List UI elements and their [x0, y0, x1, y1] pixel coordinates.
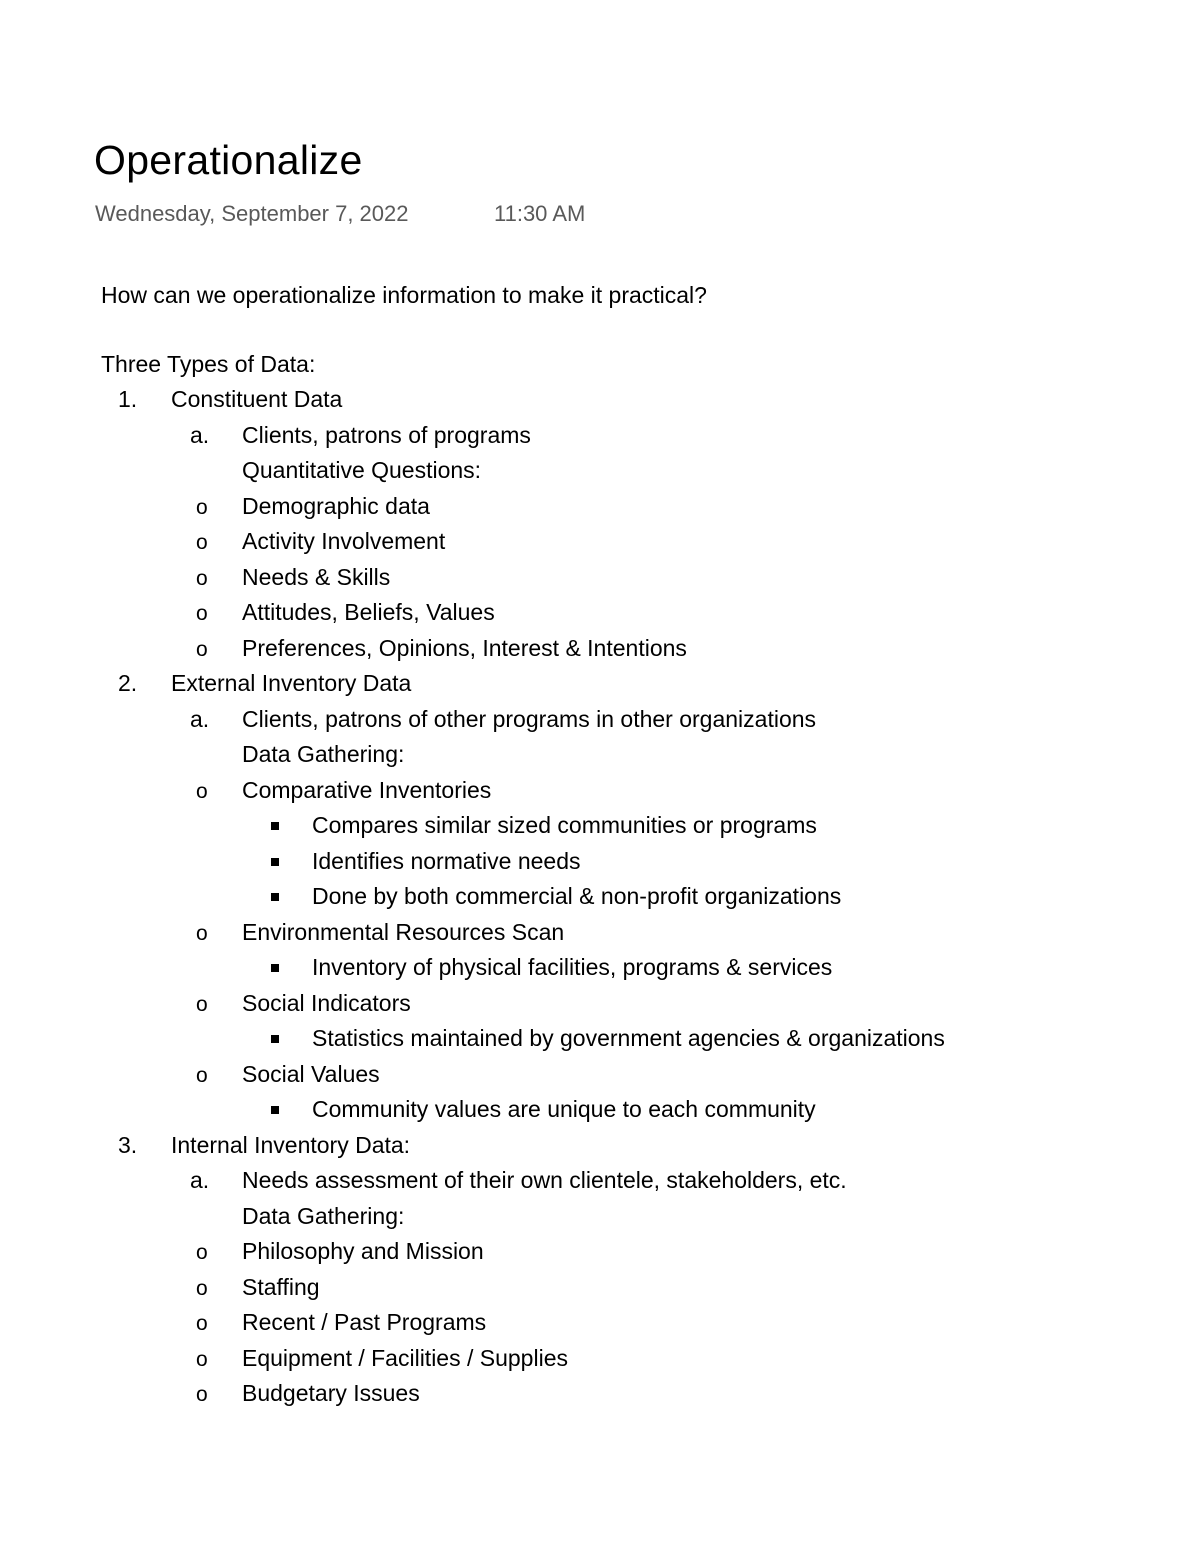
circle-bullet-icon: o: [196, 1383, 208, 1406]
outline-item: [0, 598, 1200, 634]
outline-item-text: Clients, patrons of other programs in other organizations: [242, 705, 817, 732]
outline-marker: a.: [190, 705, 210, 732]
outline-item-text: Demographic data: [242, 492, 430, 519]
circle-bullet-icon: o: [196, 637, 208, 661]
section-heading: Three Types of Data:: [101, 351, 316, 377]
square-bullet-icon: [271, 1106, 279, 1114]
circle-bullet-icon: o: [196, 1276, 208, 1300]
outline-item-text: Inventory of physical facilities, programs & services: [312, 954, 833, 980]
outline-item-text: Community values are unique to each community: [312, 1096, 816, 1122]
outline-marker: 1.: [118, 386, 138, 412]
square-bullet-icon: [271, 964, 279, 972]
outline-item-text: Clients, patrons of programs: [242, 421, 531, 448]
outline-item-text: Data Gathering:: [242, 1202, 405, 1229]
circle-bullet-icon: o: [196, 1063, 208, 1087]
outline-item: [0, 1131, 1200, 1167]
outline-item: [0, 1024, 1200, 1060]
outline-item: [0, 1308, 1200, 1344]
outline-marker: a.: [190, 421, 210, 448]
outline-item-text: Statistics maintained by government agencies & organizations: [312, 1025, 945, 1051]
page-title: Operationalize: [94, 137, 363, 183]
outline-item-text: Needs & Skills: [242, 563, 391, 590]
circle-bullet-icon: o: [196, 779, 208, 803]
square-bullet-icon: [271, 822, 279, 830]
outline-item: [0, 776, 1200, 812]
outline-item-text: Social Indicators: [242, 989, 411, 1016]
outline-item: [0, 740, 1200, 776]
circle-bullet-icon: o: [196, 921, 208, 945]
circle-bullet-icon: o: [196, 1241, 208, 1264]
outline-item-text: Data Gathering:: [242, 741, 405, 767]
outline-list: [0, 385, 1200, 1415]
outline-item: [0, 492, 1200, 528]
outline-item-text: Needs assessment of their own clientele, stakeholders, etc.: [242, 1167, 847, 1193]
note-question: How can we operationalize information to make it practical?: [101, 282, 707, 308]
outline-item-text: Compares similar sized communities or programs: [312, 812, 817, 838]
outline-marker: 2.: [118, 670, 138, 696]
circle-bullet-icon: o: [196, 495, 208, 519]
note-date: Wednesday, September 7, 2022: [95, 201, 409, 226]
outline-item: [0, 634, 1200, 670]
outline-item: [0, 1237, 1200, 1273]
outline-item: [0, 811, 1200, 847]
outline-item-text: Staffing: [242, 1273, 320, 1300]
outline-item-text: Done by both commercial & non-profit organizations: [312, 883, 842, 909]
outline-item-text: Internal Inventory Data:: [171, 1131, 411, 1158]
outline-item-text: Equipment / Facilities / Supplies: [242, 1344, 568, 1371]
outline-item: [0, 918, 1200, 954]
square-bullet-icon: [271, 1035, 279, 1043]
outline-item: [0, 705, 1200, 741]
outline-item-text: Philosophy and Mission: [242, 1238, 484, 1264]
outline-item: [0, 421, 1200, 457]
outline-marker: a.: [190, 1167, 210, 1193]
outline-item: [0, 385, 1200, 421]
outline-item-text: External Inventory Data: [171, 670, 412, 696]
outline-item: [0, 527, 1200, 563]
outline-item: [0, 1166, 1200, 1202]
outline-item: [0, 669, 1200, 705]
outline-item-text: Environmental Resources Scan: [242, 918, 565, 945]
outline-item-text: Preferences, Opinions, Interest & Intentions: [242, 634, 687, 661]
outline-item: [0, 1273, 1200, 1309]
outline-item: [0, 953, 1200, 989]
outline-item-text: Comparative Inventories: [242, 776, 492, 803]
circle-bullet-icon: o: [196, 1312, 208, 1335]
note-time: 11:30 AM: [494, 201, 586, 226]
outline-item-text: Activity Involvement: [242, 528, 446, 554]
outline-item: [0, 1060, 1200, 1096]
outline-item: [0, 456, 1200, 492]
circle-bullet-icon: o: [196, 531, 208, 554]
outline-item: [0, 1095, 1200, 1131]
outline-item-text: Social Values: [242, 1060, 380, 1087]
outline-item-text: Quantitative Questions:: [242, 457, 482, 483]
outline-item-text: Constituent Data: [171, 386, 343, 412]
circle-bullet-icon: o: [196, 992, 208, 1016]
outline-item-text: Budgetary Issues: [242, 1380, 420, 1406]
outline-item: [0, 1344, 1200, 1380]
outline-item: [0, 1379, 1200, 1415]
circle-bullet-icon: o: [196, 602, 208, 625]
outline-item: [0, 882, 1200, 918]
square-bullet-icon: [271, 858, 279, 866]
outline-item-text: Identifies normative needs: [312, 847, 581, 874]
outline-item: [0, 1202, 1200, 1238]
circle-bullet-icon: o: [196, 566, 208, 590]
outline-item: [0, 563, 1200, 599]
square-bullet-icon: [271, 893, 279, 901]
outline-item-text: Attitudes, Beliefs, Values: [242, 599, 495, 625]
outline-item: [0, 989, 1200, 1025]
outline-item: [0, 847, 1200, 883]
outline-marker: 3.: [118, 1131, 138, 1158]
outline-item-text: Recent / Past Programs: [242, 1309, 487, 1335]
circle-bullet-icon: o: [196, 1347, 208, 1371]
